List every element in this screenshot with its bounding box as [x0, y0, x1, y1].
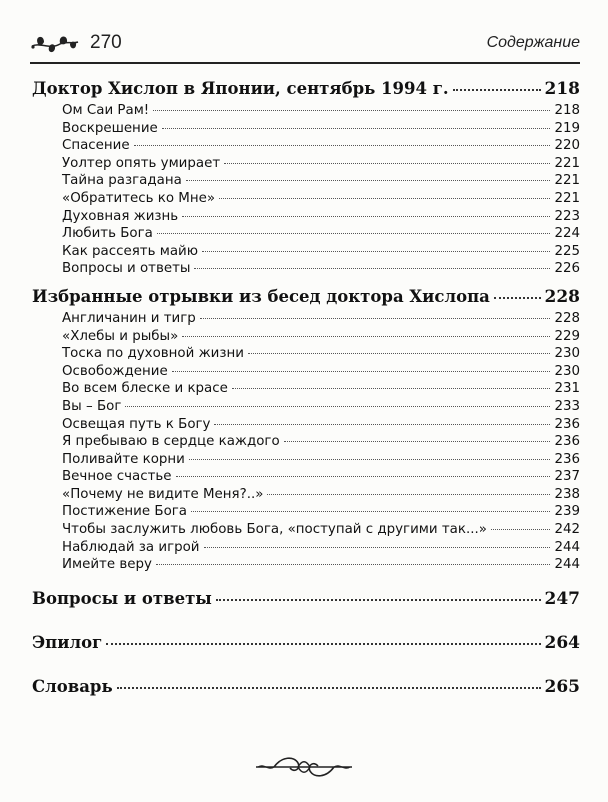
- toc-entry-title: Во всем блеске и красе: [62, 381, 228, 397]
- toc-entry-title: Постижение Бога: [62, 504, 188, 520]
- dot-leader: [248, 353, 551, 354]
- toc-entry-row[interactable]: [32, 416, 580, 434]
- header-rule: [30, 62, 580, 64]
- toc-entry-row[interactable]: [32, 310, 580, 328]
- toc-entry-row[interactable]: [32, 225, 580, 243]
- toc-entry-title: Уолтер опять умирает: [62, 155, 221, 171]
- dot-leader: [134, 145, 551, 146]
- toc-entry-page: 223: [554, 208, 580, 224]
- toc-entry-title: Вечное счастье: [62, 469, 172, 485]
- toc-entry-title: «Хлебы и рыбы»: [62, 328, 179, 344]
- toc-chapter-page: 228: [544, 286, 580, 307]
- toc-chapter-title: Эпилог: [32, 632, 103, 652]
- toc-entry-page: 220: [554, 138, 580, 154]
- toc-entry-title: Наблюдай за игрой: [62, 539, 200, 555]
- toc-entry-row[interactable]: [32, 208, 580, 226]
- toc-entry-page: 244: [554, 539, 580, 555]
- toc-entry-title: Имейте веру: [62, 557, 152, 573]
- toc-entry-page: 228: [554, 310, 580, 326]
- toc-entry-page: 230: [554, 346, 580, 362]
- toc-entry-row[interactable]: [32, 155, 580, 173]
- dot-leader: [219, 198, 550, 199]
- toc-chapter-title: Вопросы и ответы: [32, 588, 212, 608]
- toc-entry-page: 238: [554, 486, 580, 502]
- toc-entry-row[interactable]: [32, 363, 580, 381]
- dot-leader: [182, 216, 550, 217]
- toc-entry-page: 231: [554, 381, 580, 397]
- toc-entry-title: Вопросы и ответы: [62, 261, 191, 277]
- toc-chapter-row[interactable]: [32, 284, 580, 310]
- dot-leader: [491, 529, 551, 530]
- toc-entry-title: Я пребываю в сердце каждого: [62, 434, 280, 450]
- toc-entry-title: Англичанин и тигр: [62, 310, 196, 326]
- page-number: 270: [90, 32, 122, 53]
- toc-entry-title: Тоска по духовной жизни: [62, 346, 244, 362]
- dot-leader: [284, 441, 551, 442]
- toc-entry-page: 236: [554, 451, 580, 467]
- toc-entry-row[interactable]: [32, 433, 580, 451]
- toc-entry-page: 225: [554, 243, 580, 259]
- toc-chapter-page: 247: [544, 588, 580, 609]
- toc-entry-row[interactable]: [32, 345, 580, 363]
- dot-leader: [125, 406, 550, 407]
- toc-entry-page: 244: [554, 557, 580, 573]
- toc-entry-title: «Почему не видите Меня?..»: [62, 486, 264, 502]
- dot-leader: [156, 564, 551, 565]
- dot-leader: [176, 476, 551, 477]
- dot-leader: [494, 297, 541, 299]
- dot-leader: [267, 494, 550, 495]
- toc-entry-page: 218: [554, 103, 580, 118]
- toc-entry-page: 233: [554, 398, 580, 414]
- dot-leader: [106, 643, 540, 645]
- dot-leader: [191, 511, 550, 512]
- toc-entry-row[interactable]: [32, 137, 580, 155]
- dot-leader: [157, 233, 551, 234]
- toc-entry-title: Как рассеять майю: [62, 243, 199, 259]
- toc-chapter-page: 218: [544, 79, 580, 99]
- dot-leader: [153, 110, 550, 111]
- toc-entry-title: Освобождение: [62, 363, 168, 379]
- toc-entry-page: 229: [554, 328, 580, 344]
- toc-entry-page: 219: [554, 120, 580, 136]
- dot-leader: [214, 424, 550, 425]
- dot-leader: [224, 163, 550, 164]
- toc-chapter-title: Доктор Хислоп в Японии, сентябрь 1994 г.: [32, 79, 449, 98]
- toc-entry-row[interactable]: [32, 260, 580, 278]
- dot-leader: [182, 336, 550, 337]
- toc-entry-row[interactable]: [32, 190, 580, 208]
- toc-entry-page: 221: [554, 173, 580, 189]
- toc-entry-page: 239: [554, 504, 580, 520]
- toc-entry-title: «Обратитесь ко Мне»: [62, 190, 216, 206]
- toc-chapter-page: 265: [544, 676, 580, 697]
- toc-entry-title: Любить Бога: [62, 226, 153, 242]
- dot-leader: [186, 180, 551, 181]
- toc-entry-row[interactable]: [32, 503, 580, 521]
- toc-entry-title: Вы – Бог: [62, 398, 122, 414]
- dot-leader: [453, 89, 541, 91]
- toc-entry-row[interactable]: [32, 398, 580, 416]
- toc-entry-title: Спасение: [62, 138, 130, 154]
- leaf-ornament-icon: [30, 32, 80, 56]
- toc-entry-row[interactable]: [32, 451, 580, 469]
- dot-leader: [202, 251, 550, 252]
- toc-chapter-row[interactable]: [32, 630, 580, 656]
- toc-entry-title: Чтобы заслужить любовь Бога, «поступай с другими так...»: [62, 522, 487, 538]
- toc-chapter-row[interactable]: [32, 674, 580, 700]
- toc-entry-title: Освещая путь к Богу: [62, 416, 211, 432]
- toc-entry-page: 236: [554, 434, 580, 450]
- toc-entry-title: Поливайте корни: [62, 451, 185, 467]
- toc-entry-row[interactable]: [32, 468, 580, 486]
- toc-entry-row[interactable]: [32, 521, 580, 539]
- page-header: [30, 26, 580, 66]
- toc-entry-row[interactable]: [32, 243, 580, 261]
- toc-entry-page: 242: [554, 522, 580, 538]
- toc-entry-row[interactable]: [32, 556, 580, 574]
- dot-leader: [216, 599, 541, 601]
- toc-chapter-title: Избранные отрывки из бесед доктора Хислопа: [32, 286, 490, 306]
- toc-entry-page: 226: [554, 261, 580, 277]
- toc-chapter-row[interactable]: [32, 586, 580, 612]
- toc-entry-page: 224: [554, 226, 580, 242]
- toc-entry-title: Ом Саи Рам!: [62, 103, 150, 118]
- toc-entry-page: 230: [554, 363, 580, 379]
- dot-leader: [194, 268, 550, 269]
- table-of-contents: [32, 76, 580, 700]
- dot-leader: [204, 547, 551, 548]
- toc-chapter-title: Словарь: [32, 676, 113, 696]
- toc-entry-title: Тайна разгадана: [62, 173, 182, 189]
- dot-leader: [162, 128, 551, 129]
- flourish-ornament-icon: [254, 752, 354, 782]
- toc-entry-row[interactable]: [32, 172, 580, 190]
- toc-entry-row[interactable]: [32, 102, 580, 120]
- toc-entry-row[interactable]: [32, 120, 580, 138]
- toc-entry-row[interactable]: [32, 380, 580, 398]
- dot-leader: [172, 371, 551, 372]
- toc-entry-row[interactable]: [32, 539, 580, 557]
- toc-chapter-row[interactable]: [32, 76, 580, 102]
- toc-entry-page: 237: [554, 469, 580, 485]
- dot-leader: [232, 388, 551, 389]
- toc-entry-title: Духовная жизнь: [62, 208, 179, 224]
- dot-leader: [200, 318, 551, 319]
- toc-entry-page: 221: [554, 155, 580, 171]
- dot-leader: [117, 687, 541, 689]
- toc-entry-row[interactable]: [32, 486, 580, 504]
- running-title: Содержание: [486, 34, 580, 51]
- toc-entry-page: 221: [554, 190, 580, 206]
- toc-chapter-page: 264: [544, 632, 580, 653]
- toc-entry-row[interactable]: [32, 328, 580, 346]
- toc-entry-title: Воскрешение: [62, 120, 158, 136]
- toc-entry-page: 236: [554, 416, 580, 432]
- dot-leader: [189, 459, 551, 460]
